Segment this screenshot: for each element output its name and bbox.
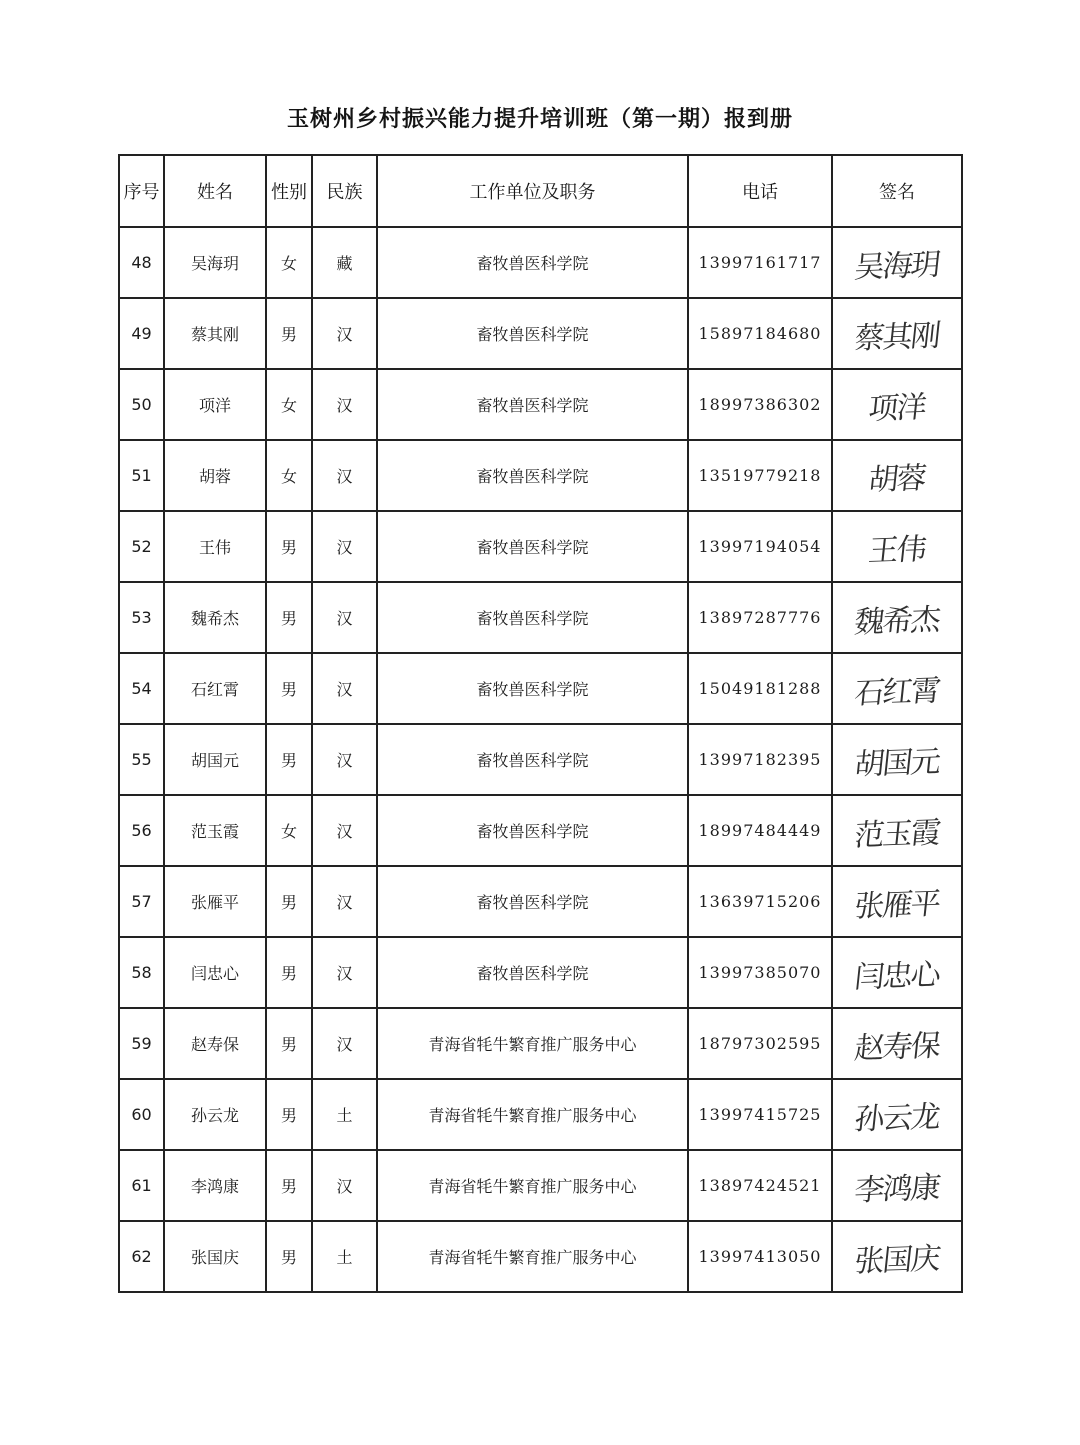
table-row [119, 724, 962, 795]
handwritten-signature: 项洋 [866, 389, 927, 427]
row-unit: 畜牧兽医科学院 [377, 937, 688, 1008]
handwritten-signature: 李鸿康 [852, 1170, 941, 1208]
row-ethnicity: 土 [312, 1079, 377, 1150]
row-gender: 男 [266, 582, 312, 653]
row-number: 61 [119, 1150, 164, 1221]
row-signature-cell [832, 795, 962, 866]
row-signature-cell [832, 724, 962, 795]
table-row [119, 227, 962, 298]
handwritten-signature: 王伟 [866, 531, 927, 569]
row-phone: 13897287776 [688, 582, 832, 653]
row-unit: 青海省牦牛繁育推广服务中心 [377, 1079, 688, 1150]
table-row [119, 1221, 962, 1292]
row-signature-cell [832, 866, 962, 937]
registration-table [118, 154, 963, 1293]
row-unit: 畜牧兽医科学院 [377, 653, 688, 724]
row-signature-cell [832, 440, 962, 511]
row-unit: 畜牧兽医科学院 [377, 795, 688, 866]
row-signature-cell [832, 1079, 962, 1150]
row-phone: 13639715206 [688, 866, 832, 937]
row-ethnicity: 汉 [312, 866, 377, 937]
header-no: 序号 [119, 155, 164, 227]
row-gender: 男 [266, 724, 312, 795]
row-gender: 男 [266, 1221, 312, 1292]
row-number: 53 [119, 582, 164, 653]
row-gender: 男 [266, 298, 312, 369]
row-name: 胡蓉 [164, 440, 266, 511]
table-row [119, 369, 962, 440]
row-phone: 18797302595 [688, 1008, 832, 1079]
row-unit: 畜牧兽医科学院 [377, 298, 688, 369]
row-unit: 畜牧兽医科学院 [377, 582, 688, 653]
header-phone: 电话 [688, 155, 832, 227]
table-row [119, 582, 962, 653]
row-ethnicity: 汉 [312, 1150, 377, 1221]
row-unit: 畜牧兽医科学院 [377, 227, 688, 298]
row-phone: 13997415725 [688, 1079, 832, 1150]
row-signature-cell [832, 511, 962, 582]
row-unit: 畜牧兽医科学院 [377, 511, 688, 582]
handwritten-signature: 蔡其刚 [852, 318, 941, 356]
row-signature-cell [832, 298, 962, 369]
row-ethnicity: 藏 [312, 227, 377, 298]
row-gender: 男 [266, 866, 312, 937]
header-name: 姓名 [164, 155, 266, 227]
row-phone: 18997484449 [688, 795, 832, 866]
row-number: 58 [119, 937, 164, 1008]
handwritten-signature: 吴海玥 [852, 247, 941, 285]
row-unit: 畜牧兽医科学院 [377, 369, 688, 440]
row-number: 52 [119, 511, 164, 582]
table-row [119, 653, 962, 724]
row-name: 范玉霞 [164, 795, 266, 866]
table-header-row [119, 155, 962, 227]
row-number: 60 [119, 1079, 164, 1150]
handwritten-signature: 孙云龙 [852, 1099, 941, 1137]
handwritten-signature: 赵寿保 [852, 1028, 941, 1066]
handwritten-signature: 胡国元 [852, 744, 941, 782]
row-signature-cell [832, 1221, 962, 1292]
row-signature-cell [832, 227, 962, 298]
row-unit: 畜牧兽医科学院 [377, 724, 688, 795]
handwritten-signature: 范玉霞 [852, 815, 941, 853]
row-name: 蔡其刚 [164, 298, 266, 369]
row-number: 48 [119, 227, 164, 298]
row-signature-cell [832, 582, 962, 653]
table-row [119, 866, 962, 937]
page-title: 玉树州乡村振兴能力提升培训班（第一期）报到册 [286, 107, 793, 132]
row-phone: 13997194054 [688, 511, 832, 582]
row-ethnicity: 汉 [312, 653, 377, 724]
row-signature-cell [832, 653, 962, 724]
table-row [119, 511, 962, 582]
table-row [119, 937, 962, 1008]
row-number: 57 [119, 866, 164, 937]
row-number: 56 [119, 795, 164, 866]
row-unit: 青海省牦牛繁育推广服务中心 [377, 1221, 688, 1292]
row-gender: 男 [266, 1150, 312, 1221]
handwritten-signature: 张雁平 [852, 886, 941, 924]
row-signature-cell [832, 369, 962, 440]
header-gender: 性别 [266, 155, 312, 227]
row-name: 王伟 [164, 511, 266, 582]
header-unit: 工作单位及职务 [377, 155, 688, 227]
row-number: 54 [119, 653, 164, 724]
row-ethnicity: 汉 [312, 582, 377, 653]
table-row [119, 1079, 962, 1150]
header-ethnicity: 民族 [312, 155, 377, 227]
row-phone: 18997386302 [688, 369, 832, 440]
row-signature-cell [832, 1008, 962, 1079]
row-signature-cell [832, 1150, 962, 1221]
handwritten-signature: 闫忠心 [852, 957, 941, 995]
row-number: 50 [119, 369, 164, 440]
row-phone: 13997385070 [688, 937, 832, 1008]
row-phone: 13519779218 [688, 440, 832, 511]
row-name: 赵寿保 [164, 1008, 266, 1079]
row-unit: 畜牧兽医科学院 [377, 866, 688, 937]
row-unit: 青海省牦牛繁育推广服务中心 [377, 1008, 688, 1079]
row-name: 闫忠心 [164, 937, 266, 1008]
handwritten-signature: 胡蓉 [866, 460, 927, 498]
table-row [119, 1008, 962, 1079]
row-name: 孙云龙 [164, 1079, 266, 1150]
handwritten-signature: 张国庆 [852, 1241, 941, 1279]
row-gender: 女 [266, 369, 312, 440]
row-ethnicity: 汉 [312, 937, 377, 1008]
row-gender: 女 [266, 795, 312, 866]
row-number: 59 [119, 1008, 164, 1079]
row-gender: 女 [266, 227, 312, 298]
row-gender: 男 [266, 937, 312, 1008]
row-ethnicity: 汉 [312, 511, 377, 582]
row-phone: 13997182395 [688, 724, 832, 795]
row-name: 张雁平 [164, 866, 266, 937]
table-row [119, 1150, 962, 1221]
row-ethnicity: 汉 [312, 298, 377, 369]
row-name: 魏希杰 [164, 582, 266, 653]
row-signature-cell [832, 937, 962, 1008]
row-unit: 畜牧兽医科学院 [377, 440, 688, 511]
row-name: 吴海玥 [164, 227, 266, 298]
row-phone: 13897424521 [688, 1150, 832, 1221]
row-gender: 女 [266, 440, 312, 511]
row-unit: 青海省牦牛繁育推广服务中心 [377, 1150, 688, 1221]
row-gender: 男 [266, 653, 312, 724]
handwritten-signature: 魏希杰 [852, 602, 941, 640]
table-row [119, 440, 962, 511]
row-gender: 男 [266, 1079, 312, 1150]
row-ethnicity: 汉 [312, 1008, 377, 1079]
row-phone: 13997161717 [688, 227, 832, 298]
row-gender: 男 [266, 1008, 312, 1079]
handwritten-signature: 石红霄 [852, 673, 941, 711]
row-ethnicity: 汉 [312, 795, 377, 866]
table-body [119, 227, 962, 1292]
table-row [119, 298, 962, 369]
row-name: 石红霄 [164, 653, 266, 724]
header-signature: 签名 [832, 155, 962, 227]
row-number: 62 [119, 1221, 164, 1292]
row-ethnicity: 汉 [312, 369, 377, 440]
row-ethnicity: 汉 [312, 440, 377, 511]
row-phone: 13997413050 [688, 1221, 832, 1292]
row-gender: 男 [266, 511, 312, 582]
row-number: 55 [119, 724, 164, 795]
table-row [119, 795, 962, 866]
row-name: 张国庆 [164, 1221, 266, 1292]
row-phone: 15049181288 [688, 653, 832, 724]
row-number: 49 [119, 298, 164, 369]
row-ethnicity: 汉 [312, 724, 377, 795]
row-name: 项洋 [164, 369, 266, 440]
row-name: 胡国元 [164, 724, 266, 795]
row-ethnicity: 土 [312, 1221, 377, 1292]
row-number: 51 [119, 440, 164, 511]
row-phone: 15897184680 [688, 298, 832, 369]
row-name: 李鸿康 [164, 1150, 266, 1221]
